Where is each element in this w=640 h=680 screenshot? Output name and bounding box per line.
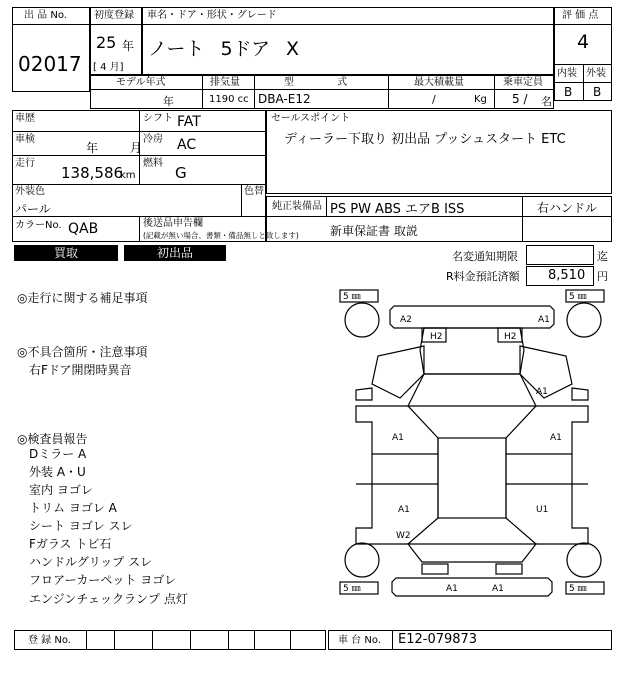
damage-mark: A1 <box>536 387 548 397</box>
capacity-label: 乗車定員 <box>503 77 543 88</box>
inspector-item: シート ヨゴレ スレ <box>29 519 133 533</box>
damage-mark: A1 <box>492 584 504 594</box>
damage-mark: H2 <box>430 332 443 342</box>
rear-bumper-shape <box>392 578 552 596</box>
retrofit-label: 後送品申告欄 <box>143 218 203 229</box>
history-label: 車歴 <box>15 113 35 124</box>
displacement-label: 排気量 <box>210 77 240 88</box>
capacity-value: 5 / <box>512 92 528 106</box>
roof-shape <box>438 438 506 518</box>
color-change-label: 色替 <box>244 186 264 197</box>
rear-lamp-shape <box>496 564 522 574</box>
inspector-item: 室内 ヨゴレ <box>29 483 93 497</box>
first-reg-label: 初度登録 <box>94 10 134 21</box>
inspector-item: エンジンチェックランプ 点灯 <box>29 592 188 606</box>
model-label: 型 式 <box>284 77 348 88</box>
rear-lamp-shape <box>422 564 448 574</box>
purchase-tag: 買取 <box>14 245 118 261</box>
mileage-label: 走行 <box>15 158 35 169</box>
inspection-value: 年 月 <box>86 141 142 155</box>
damage-mark: A1 <box>550 433 562 443</box>
lot-no-label: 出 品 No. <box>24 10 67 21</box>
name-change-unit: 迄 <box>597 250 608 263</box>
inspector-item: Fガラス トビ石 <box>29 537 112 551</box>
displacement-value: 1190 cc <box>209 94 249 105</box>
registration-label: 登 録 No. <box>28 635 71 646</box>
mirror-shape <box>572 388 588 400</box>
inspector-item: 外装 A・U <box>29 465 86 479</box>
aircon-label: 冷房 <box>143 134 163 145</box>
recycle-unit: 円 <box>597 270 608 283</box>
recycle-value: 8,510 <box>548 268 586 283</box>
lot-number: 02017 <box>18 52 82 76</box>
damage-mark: A1 <box>538 315 550 325</box>
tire-label: 5 ㎜ <box>343 584 361 594</box>
damage-mark: A1 <box>446 584 458 594</box>
car-name: ノート 5ドア X <box>148 38 300 60</box>
mirror-shape <box>356 388 372 400</box>
retrofit-note: (記載が無い場合、書類・備品無しと致します) <box>143 231 299 240</box>
model-code: DBA-E12 <box>258 92 311 106</box>
damage-mark: H2 <box>504 332 517 342</box>
model-year-label: モデル年式 <box>116 77 166 88</box>
warranty-value: 新車保証書 取説 <box>330 224 418 238</box>
windshield-shape <box>408 374 536 406</box>
name-change-label: 名変通知期限 <box>452 250 518 263</box>
inspector-item: Dミラー A <box>29 447 87 461</box>
shift-value: FAT <box>177 114 201 130</box>
damage-diagram <box>338 288 614 610</box>
chassis-number: E12-079873 <box>398 632 478 647</box>
inspector-item: トリム ヨゴレ A <box>29 501 117 515</box>
mileage-unit: km <box>120 170 136 181</box>
exterior-grade: B <box>593 85 602 99</box>
year-unit: 年 <box>122 39 135 53</box>
damage-mark: A1 <box>392 433 404 443</box>
damage-mark: U1 <box>536 505 549 515</box>
damage-mark: A1 <box>398 505 410 515</box>
front-bumper-shape <box>390 306 554 328</box>
equipment-value: PS PW ABS エアB ISS <box>330 202 465 217</box>
damage-mark: A2 <box>400 315 412 325</box>
capacity-unit: 名 <box>541 95 552 108</box>
fuel-value: G <box>175 164 187 182</box>
interior-label: 内装 <box>557 68 577 79</box>
fuel-label: 燃料 <box>143 158 163 169</box>
car-name-label: 車名・ドア・形状・グレード <box>147 10 277 21</box>
steering-value: 右ハンドル <box>537 201 598 215</box>
mileage-value: 138,586 <box>61 164 124 182</box>
first-reg-year: 25 <box>96 33 117 52</box>
defects-title: ◎不具合箇所・注意事項 <box>17 345 148 359</box>
inspection-label: 車検 <box>15 134 35 145</box>
shift-label: シフト <box>143 113 173 124</box>
max-load-value: / <box>432 93 436 106</box>
inspector-title: ◎検査員報告 <box>17 432 88 446</box>
tire-icon <box>345 303 379 337</box>
first-reg-month: [ 4 月] <box>93 62 124 73</box>
interior-grade: B <box>564 85 573 99</box>
recycle-label: R料金預託済額 <box>446 270 520 283</box>
score-value: 4 <box>577 31 590 53</box>
score-label: 評 価 点 <box>562 10 599 21</box>
tire-label: 5 ㎜ <box>343 292 361 302</box>
tire-label: 5 ㎜ <box>569 584 587 594</box>
tire-icon <box>567 303 601 337</box>
max-load-label: 最大積載量 <box>414 77 464 88</box>
aircon-value: AC <box>177 137 197 153</box>
damage-mark: W2 <box>396 531 411 541</box>
ext-color-label: 外装色 <box>15 186 45 197</box>
max-load-unit: Kg <box>474 94 487 105</box>
rear-window-shape <box>408 544 536 562</box>
first-listing-tag: 初出品 <box>124 245 226 261</box>
model-year-unit: 年 <box>163 95 174 108</box>
name-change-box <box>526 245 594 265</box>
color-no-label: カラーNo. <box>15 220 62 231</box>
inspector-item: ハンドルグリップ スレ <box>29 555 153 569</box>
exterior-label: 外装 <box>586 68 606 79</box>
chassis-label: 車 台 No. <box>338 635 381 646</box>
sales-point-label: セールスポイント <box>271 113 351 124</box>
tire-label: 5 ㎜ <box>569 292 587 302</box>
right-body-shape <box>506 406 588 544</box>
defect-item: 右Fドア開閉時異音 <box>29 363 132 377</box>
driving-notes-title: ◎走行に関する補足事項 <box>17 291 148 305</box>
sales-point-value: ディーラー下取り 初出品 プッシュスタート ETC <box>284 132 566 147</box>
tire-icon <box>345 543 379 577</box>
color-no-value: QAB <box>68 221 99 237</box>
tire-icon <box>567 543 601 577</box>
ext-color-value: パール <box>15 202 51 216</box>
equipment-label: 純正装備品 <box>272 201 322 212</box>
left-body-shape <box>356 406 438 544</box>
inspector-item: フロアーカーペット ヨゴレ <box>29 573 177 587</box>
